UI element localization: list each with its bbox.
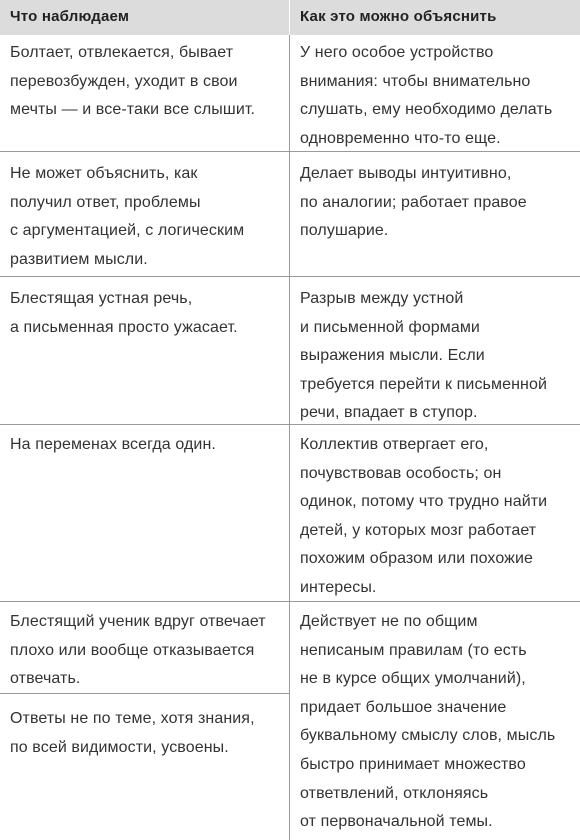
row-separator (0, 276, 580, 277)
row-3-observation: Блестящая устная речь, а письменная просто ужасает. (10, 290, 238, 336)
row-5-observation-top: Блестящий ученик вдруг отвечает плохо или вообще отказывается отвечать. (10, 613, 266, 688)
row-2-observation: Не может объяснить, как получил ответ, проблемы с аргументацией, с логическим развитием мысли. (10, 165, 245, 268)
row-4-observation: На переменах всегда один. (10, 436, 216, 453)
row-4-explanation: Коллектив отвергает его, почувствовав особость; он одинок, потому что трудно найти детей, у которых мозг работает похожим образом или похожие интересы. (300, 436, 548, 596)
header-what-we-observe: Что наблюдаем (0, 0, 289, 35)
header-how-to-explain: Как это можно объяснить (290, 0, 580, 35)
row-5-observation-bottom: Ответы не по теме, хотя знания, по всей видимости, усвоены. (10, 710, 255, 756)
row-1-observation: Болтает, отвлекается, бывает перевозбужден, уходит в свои мечты — и все-таки все слышит. (10, 44, 256, 119)
row-5-explanation: Действует не по общим неписаным правилам (то есть не в курсе общих умолчаний), придает большое значение буквальному смыслу слов, мысль быстро принимает множество ответвлений, отклоняясь от первоначальной темы. (300, 613, 556, 831)
row-2-explanation: Делает выводы интуитивно, по аналогии; работает правое полушарие. (300, 165, 527, 240)
row-1-explanation: У него особое устройство внимания: чтобы внимательно слушать, ему необходимо делать одновременно что-то еще. (300, 44, 553, 147)
row-3-explanation: Разрыв между устной и письменной формами выражения мысли. Если требуется перейти к письменной речи, впадает в ступор. (300, 290, 547, 422)
